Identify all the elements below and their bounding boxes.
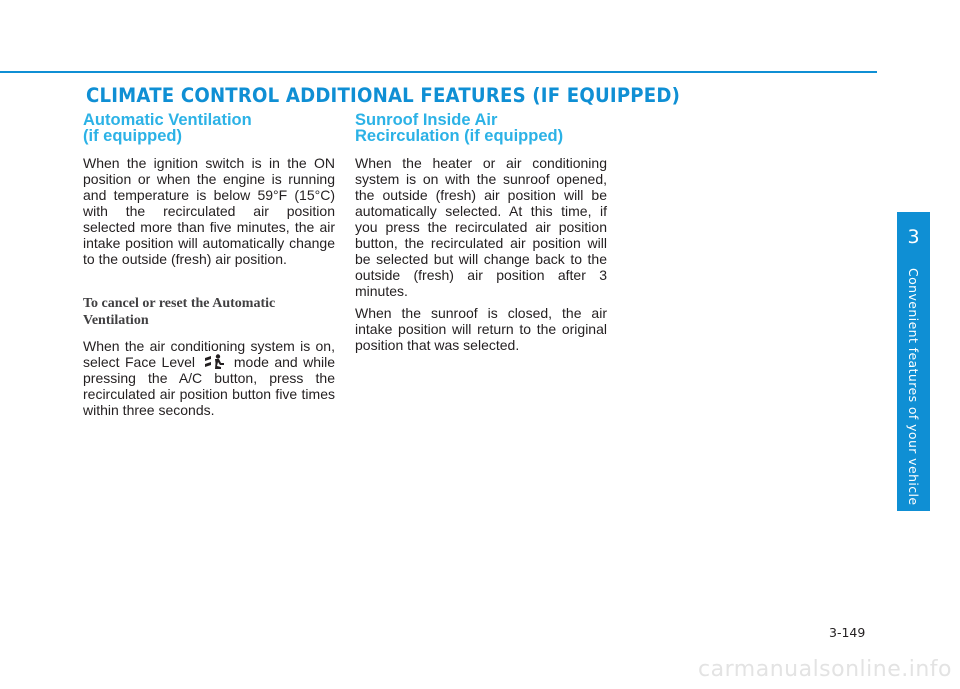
- automatic-ventilation-heading: [83, 112, 335, 144]
- chapter-side-tab: [897, 212, 930, 511]
- cancel-reset-paragraph: [83, 338, 335, 418]
- chapter-number: 3: [907, 226, 920, 248]
- sunroof-recirculation-heading: [355, 112, 607, 144]
- face-level-mode-icon: [202, 354, 226, 369]
- heading-line-1: Automatic Ventilation: [83, 111, 252, 129]
- chapter-title: Convenient features of your vehicle: [906, 268, 921, 506]
- heading-line-2: (if equipped): [83, 127, 182, 145]
- automatic-ventilation-paragraph: When the ignition switch is in the ON position or when the engine is running and temperature is below 59°F (15°C) with the recirculated air position selected more than five minutes, the air intake position will automatically change to the outside (fresh) air position.: [83, 155, 335, 267]
- paragraph-text-after-icon: mode and while pressing the A/C button, press the recirculated air position button five times within three seconds.: [83, 354, 336, 418]
- paragraph-text-before-icon: When the air conditioning system is on, select Face Level: [83, 338, 335, 370]
- cancel-reset-subheading: To cancel or reset the Automatic Ventilation: [83, 296, 276, 328]
- sunroof-paragraph-1: When the heater or air conditioning system is on with the sunroof opened, the outside (fresh) air position will be automatically selected. At this time, if you press the recirculated air position button, the recirculated air position will be selected but will change back to the outside (fresh) air position after 3 minutes.: [355, 155, 607, 299]
- section-title: CLIMATE CONTROL ADDITIONAL FEATURES (IF EQUIPPED): [86, 84, 681, 107]
- heading-line-1: Sunroof Inside Air: [355, 111, 498, 129]
- heading-line-2: Recirculation (if equipped): [355, 127, 564, 145]
- watermark: carmanualsonline.info: [698, 657, 952, 682]
- page-number: 3-149: [829, 625, 866, 640]
- right-column: [355, 112, 607, 359]
- top-divider: [0, 71, 877, 73]
- sunroof-paragraph-2: When the sunroof is closed, the air intake position will return to the original position that was selected.: [355, 305, 607, 353]
- left-column: [83, 112, 335, 424]
